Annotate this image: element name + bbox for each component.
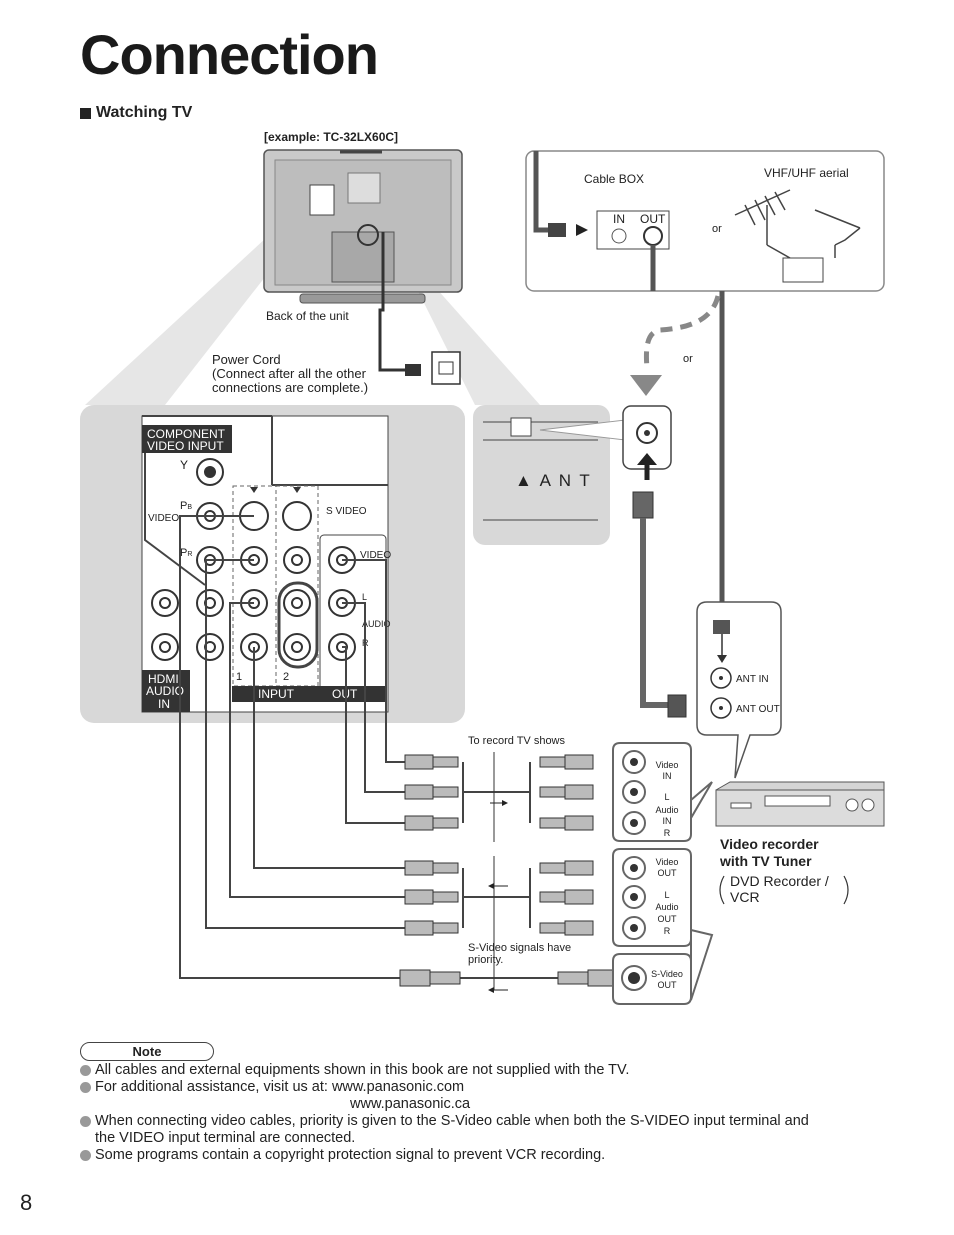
cable-box-label: Cable BOX <box>584 172 645 186</box>
or-label-2: or <box>683 353 693 365</box>
note-item-continuation: the VIDEO input terminal are connected. <box>95 1130 356 1146</box>
s-video-out-label-2: OUT <box>657 980 677 990</box>
vcr-subtitle-1: DVD Recorder / <box>730 873 829 889</box>
notes-list <box>80 1062 880 1164</box>
cable-out-label: OUT <box>640 212 666 226</box>
note-item: Some programs contain a copyright protection signal to prevent VCR recording. <box>80 1147 880 1164</box>
video-label-left: VIDEO <box>148 513 180 524</box>
bullet-icon <box>80 1116 91 1127</box>
s-video-priority-1: S-Video signals have <box>468 942 572 954</box>
hdmi-label-3: IN <box>158 697 170 711</box>
tv-back-illustration <box>264 150 462 303</box>
coax-cable <box>643 518 670 705</box>
note-item: For additional assistance, visit us at: www.panasonic.com <box>80 1079 880 1096</box>
audio-label: AUDIO <box>362 619 391 629</box>
video-out-label-2: OUT <box>657 868 677 878</box>
audio-in-l-label: L <box>664 792 670 802</box>
video-in-label-2: IN <box>662 771 672 781</box>
audio-in-label-2: IN <box>662 816 672 826</box>
ant-out-label: ANT OUT <box>736 704 780 715</box>
power-cord-note-1: (Connect after all the other <box>212 366 366 381</box>
r-label: R <box>362 638 369 648</box>
example-model-label: [example: TC-32LX60C] <box>264 130 399 144</box>
vcr-title-2: with TV Tuner <box>720 853 812 869</box>
pb-label: PB <box>180 500 193 512</box>
aerial-label: VHF/UHF aerial <box>764 166 849 180</box>
component-label-1: COMPONENT <box>147 427 225 441</box>
or-label-1: or <box>712 223 722 235</box>
power-cord-label: Power Cord <box>212 352 281 367</box>
y-label: Y <box>180 458 189 472</box>
note-item: All cables and external equipments shown in this book are not supplied with the TV. <box>80 1062 880 1079</box>
to-record-label: To record TV shows <box>468 735 566 747</box>
video-in-label-1: Video <box>655 760 679 770</box>
component-label-2: VIDEO INPUT <box>147 439 224 453</box>
coax-connector-top <box>633 492 653 518</box>
ant-label: ▲ A N T <box>515 471 592 490</box>
audio-out-label-1: Audio <box>655 902 679 912</box>
power-plug <box>405 364 421 376</box>
vcr-illustration <box>716 782 884 826</box>
section-title: Watching TV <box>96 104 193 121</box>
audio-out-r-label: R <box>663 926 671 936</box>
vcr-title-1: Video recorder <box>720 836 819 852</box>
input-1-label: 1 <box>236 671 243 683</box>
vcr-antenna-terminals <box>697 602 781 778</box>
bullet-icon <box>80 1150 91 1161</box>
hdmi-label-2: AUDIO <box>146 684 185 698</box>
s-video-priority-2: priority. <box>468 954 504 966</box>
audio-out-label-2: OUT <box>657 914 677 924</box>
input-label: INPUT <box>258 687 294 701</box>
page-number: 8 <box>20 1190 33 1215</box>
vcr-subtitle-2: VCR <box>730 889 760 905</box>
video-out-label-1: Video <box>655 857 679 867</box>
note-item: When connecting video cables, priority is given to the S-Video cable when both the S-VIDEO input terminal and <box>80 1113 880 1130</box>
hdmi-label-1: HDMI <box>148 672 179 686</box>
arrow-down-icon <box>630 375 662 396</box>
bullet-icon <box>80 1082 91 1093</box>
video-label-right: VIDEO <box>360 550 392 561</box>
l-label: L <box>362 592 368 602</box>
out-label: OUT <box>332 687 358 701</box>
bullet-icon <box>80 1065 91 1076</box>
cable-in-label: IN <box>613 212 625 226</box>
power-cord-note-2: connections are complete.) <box>212 380 369 395</box>
back-of-unit-label: Back of the unit <box>266 309 349 323</box>
audio-in-r-label: R <box>663 828 671 838</box>
input-2-label: 2 <box>283 671 290 683</box>
note-label: Note <box>80 1042 214 1061</box>
s-video-label: S VIDEO <box>326 506 367 517</box>
audio-in-label-1: Audio <box>655 805 679 815</box>
ant-in-label: ANT IN <box>736 674 769 685</box>
audio-out-l-label: L <box>664 890 670 900</box>
note-item-continuation: www.panasonic.ca <box>350 1096 471 1112</box>
pr-label: PR <box>180 547 193 559</box>
terminal-panel <box>142 416 388 712</box>
s-video-out-label-1: S-Video <box>651 969 683 979</box>
page-title: Connection <box>80 23 378 86</box>
